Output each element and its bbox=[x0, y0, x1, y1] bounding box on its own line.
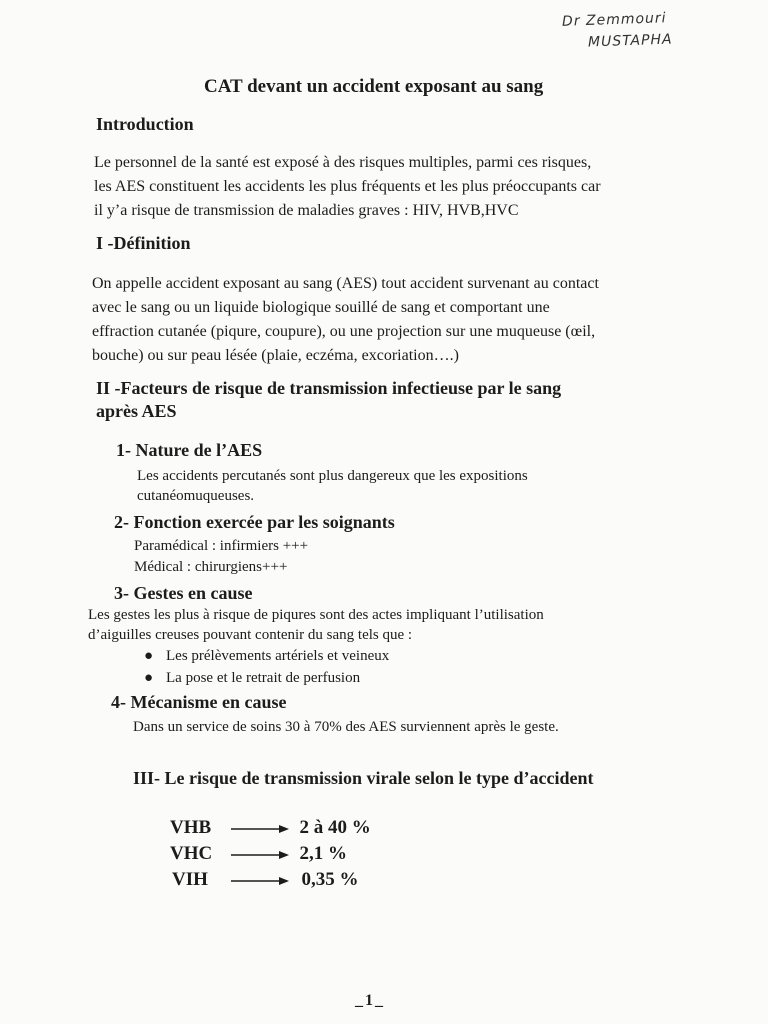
list-item: ● Les prélèvements artériels et veineux bbox=[144, 648, 390, 664]
viral-heading: III- Le risque de transmission virale selon le type d’accident bbox=[133, 768, 594, 788]
definition-line: effraction cutanée (piqure, coupure), ou une projection sur une muqueuse (œil, bbox=[92, 323, 596, 340]
handwritten-first-name: MUSTAPHA bbox=[587, 31, 673, 51]
arrow-right-icon bbox=[231, 823, 289, 835]
arrow-right-icon bbox=[231, 875, 289, 887]
virus-name: VHB bbox=[170, 817, 212, 838]
virus-name: VIH bbox=[172, 869, 208, 890]
factor-3-line: Les gestes les plus à risque de piqures sont des actes impliquant l’utilisation bbox=[88, 607, 544, 623]
factor-1-heading: 1- Nature de l’AES bbox=[116, 440, 263, 460]
definition-paragraph bbox=[92, 272, 599, 368]
rate-row-vih bbox=[172, 869, 359, 891]
rate-value: 2 à 40 % bbox=[299, 817, 371, 838]
page-title: CAT devant un accident exposant au sang bbox=[204, 76, 544, 97]
intro-line: Le personnel de la santé est exposé à des risques multiples, parmi ces risques, bbox=[94, 154, 592, 171]
intro-line: les AES constituent les accidents les plus fréquents et les plus préoccupants car bbox=[94, 178, 601, 195]
factor-1-line: Les accidents percutanés sont plus dangereux que les expositions bbox=[137, 468, 528, 484]
rate-value: 2,1 % bbox=[299, 843, 347, 864]
factors-heading-line2: après AES bbox=[96, 401, 177, 421]
definition-heading: I -Définition bbox=[96, 233, 191, 253]
factor-3-heading: 3- Gestes en cause bbox=[114, 583, 253, 603]
intro-heading: Introduction bbox=[96, 114, 194, 134]
virus-name: VHC bbox=[170, 843, 213, 864]
page-number: _1_ bbox=[355, 992, 385, 1009]
factor-1-line: cutanéomuqueuses. bbox=[137, 488, 255, 504]
bullet-icon: ● bbox=[144, 648, 154, 664]
arrow-right-icon bbox=[231, 849, 289, 861]
list-item: ● La pose et le retrait de perfusion bbox=[144, 670, 361, 686]
factor-2-heading: 2- Fonction exercée par les soignants bbox=[114, 512, 395, 532]
definition-line: On appelle accident exposant au sang (AES) tout accident survenant au contact bbox=[92, 275, 599, 292]
factor-2-line: Médical : chirurgiens+++ bbox=[134, 559, 288, 575]
definition-line: avec le sang ou un liquide biologique souillé de sang et comportant une bbox=[92, 299, 550, 316]
definition-line: bouche) ou sur peau lésée (plaie, eczéma, excoriation….) bbox=[92, 347, 459, 364]
factor-4-line: Dans un service de soins 30 à 70% des AES surviennent après le geste. bbox=[133, 719, 559, 735]
intro-paragraph bbox=[94, 151, 601, 223]
factors-heading-line1: II -Facteurs de risque de transmission infectieuse par le sang bbox=[96, 378, 562, 398]
rate-value: 0,35 % bbox=[301, 869, 359, 890]
rate-row-vhb bbox=[170, 817, 371, 839]
factor-3-line: d’aiguilles creuses pouvant contenir du sang tels que : bbox=[88, 627, 413, 643]
factor-4-heading: 4- Mécanisme en cause bbox=[111, 692, 287, 712]
handwritten-doctor-name: Dr Zemmouri bbox=[561, 10, 667, 30]
intro-line: il y’a risque de transmission de maladies graves : HIV, HVB,HVC bbox=[94, 202, 519, 219]
factor-2-line: Paramédical : infirmiers +++ bbox=[134, 538, 309, 554]
rate-row-vhc bbox=[170, 843, 347, 865]
bullet-icon: ● bbox=[144, 670, 154, 686]
